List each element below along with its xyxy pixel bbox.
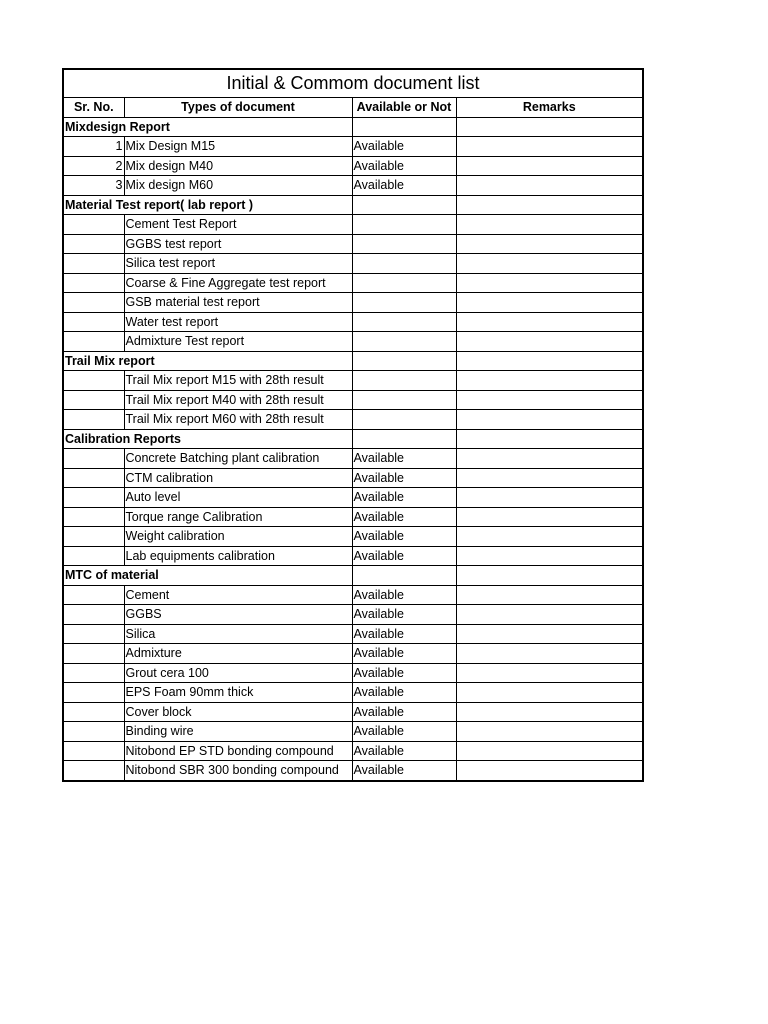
table-row — [63, 293, 643, 313]
remarks-cell — [456, 254, 643, 274]
document-type-cell: Mix design M60 — [124, 176, 352, 196]
remarks-cell — [456, 663, 643, 683]
availability-cell — [352, 371, 456, 391]
section-row — [63, 195, 643, 215]
document-type-cell: Auto level — [124, 488, 352, 508]
availability-cell: Available — [352, 722, 456, 742]
remarks-cell — [456, 507, 643, 527]
table-row — [63, 546, 643, 566]
sr-no-cell — [63, 585, 124, 605]
availability-cell: Available — [352, 176, 456, 196]
table-row — [63, 156, 643, 176]
document-type-cell: Admixture — [124, 644, 352, 664]
document-type-cell: Cement Test Report — [124, 215, 352, 235]
document-type-cell: GGBS test report — [124, 234, 352, 254]
remarks-cell — [456, 566, 643, 586]
sr-no-cell — [63, 449, 124, 469]
availability-cell: Available — [352, 663, 456, 683]
sr-no-cell — [63, 390, 124, 410]
availability-cell — [352, 566, 456, 586]
sr-no-cell — [63, 741, 124, 761]
sr-no-cell — [63, 624, 124, 644]
table-row — [63, 390, 643, 410]
document-type-cell: Coarse & Fine Aggregate test report — [124, 273, 352, 293]
table-row — [63, 410, 643, 430]
availability-cell — [352, 293, 456, 313]
remarks-cell — [456, 624, 643, 644]
table-row — [63, 761, 643, 781]
section-title: Trail Mix report — [63, 351, 352, 371]
availability-cell: Available — [352, 702, 456, 722]
remarks-cell — [456, 351, 643, 371]
section-row — [63, 429, 643, 449]
sr-no-cell — [63, 234, 124, 254]
document-type-cell: Grout cera 100 — [124, 663, 352, 683]
document-type-cell: Trail Mix report M40 with 28th result — [124, 390, 352, 410]
availability-cell: Available — [352, 546, 456, 566]
table-row — [63, 332, 643, 352]
header-row — [63, 98, 643, 118]
remarks-cell — [456, 332, 643, 352]
section-title: Mixdesign Report — [63, 117, 352, 137]
table-row — [63, 176, 643, 196]
table-row — [63, 254, 643, 274]
availability-cell — [352, 195, 456, 215]
remarks-cell — [456, 137, 643, 157]
document-type-cell: Silica — [124, 624, 352, 644]
availability-cell — [352, 332, 456, 352]
availability-cell: Available — [352, 507, 456, 527]
table-title: Initial & Commom document list — [63, 69, 643, 98]
availability-cell: Available — [352, 624, 456, 644]
document-type-cell: Torque range Calibration — [124, 507, 352, 527]
remarks-cell — [456, 371, 643, 391]
availability-cell: Available — [352, 585, 456, 605]
document-type-cell: Cover block — [124, 702, 352, 722]
document-type-cell: Silica test report — [124, 254, 352, 274]
availability-cell: Available — [352, 156, 456, 176]
remarks-cell — [456, 195, 643, 215]
availability-cell — [352, 390, 456, 410]
remarks-cell — [456, 273, 643, 293]
section-row — [63, 351, 643, 371]
document-type-cell: Water test report — [124, 312, 352, 332]
sr-no-cell — [63, 722, 124, 742]
table-row — [63, 644, 643, 664]
document-type-cell: CTM calibration — [124, 468, 352, 488]
availability-cell: Available — [352, 468, 456, 488]
availability-cell — [352, 312, 456, 332]
document-type-cell: GGBS — [124, 605, 352, 625]
sr-no-cell — [63, 371, 124, 391]
availability-cell — [352, 351, 456, 371]
remarks-cell — [456, 644, 643, 664]
sr-no-cell: 3 — [63, 176, 124, 196]
table-row — [63, 273, 643, 293]
remarks-cell — [456, 683, 643, 703]
header-sr-no: Sr. No. — [63, 98, 124, 118]
remarks-cell — [456, 605, 643, 625]
sr-no-cell — [63, 683, 124, 703]
sr-no-cell — [63, 605, 124, 625]
section-title: Material Test report( lab report ) — [63, 195, 352, 215]
availability-cell: Available — [352, 644, 456, 664]
title-row — [63, 69, 643, 98]
availability-cell: Available — [352, 488, 456, 508]
availability-cell: Available — [352, 137, 456, 157]
remarks-cell — [456, 449, 643, 469]
availability-cell — [352, 254, 456, 274]
remarks-cell — [456, 722, 643, 742]
availability-cell — [352, 234, 456, 254]
document-type-cell: Concrete Batching plant calibration — [124, 449, 352, 469]
section-title: Calibration Reports — [63, 429, 352, 449]
remarks-cell — [456, 585, 643, 605]
document-type-cell: Binding wire — [124, 722, 352, 742]
table-row — [63, 234, 643, 254]
sr-no-cell — [63, 761, 124, 781]
table-row — [63, 624, 643, 644]
sr-no-cell — [63, 663, 124, 683]
header-document-type: Types of document — [124, 98, 352, 118]
remarks-cell — [456, 468, 643, 488]
sr-no-cell — [63, 273, 124, 293]
table-row — [63, 683, 643, 703]
document-type-cell: Trail Mix report M15 with 28th result — [124, 371, 352, 391]
document-type-cell: Weight calibration — [124, 527, 352, 547]
availability-cell: Available — [352, 605, 456, 625]
table-row — [63, 215, 643, 235]
document-type-cell: Mix design M40 — [124, 156, 352, 176]
sr-no-cell — [63, 332, 124, 352]
remarks-cell — [456, 429, 643, 449]
document-type-cell: Nitobond EP STD bonding compound — [124, 741, 352, 761]
sr-no-cell — [63, 507, 124, 527]
availability-cell — [352, 410, 456, 430]
remarks-cell — [456, 176, 643, 196]
table-row — [63, 741, 643, 761]
table-row — [63, 371, 643, 391]
remarks-cell — [456, 410, 643, 430]
availability-cell: Available — [352, 449, 456, 469]
table-row — [63, 605, 643, 625]
document-type-cell: Cement — [124, 585, 352, 605]
remarks-cell — [456, 546, 643, 566]
remarks-cell — [456, 234, 643, 254]
section-row — [63, 117, 643, 137]
table-row — [63, 137, 643, 157]
table-row — [63, 663, 643, 683]
sr-no-cell — [63, 312, 124, 332]
document-type-cell: GSB material test report — [124, 293, 352, 313]
document-type-cell: Mix Design M15 — [124, 137, 352, 157]
availability-cell: Available — [352, 741, 456, 761]
availability-cell — [352, 117, 456, 137]
table-row — [63, 449, 643, 469]
remarks-cell — [456, 761, 643, 781]
remarks-cell — [456, 117, 643, 137]
document-type-cell: Admixture Test report — [124, 332, 352, 352]
sr-no-cell — [63, 468, 124, 488]
availability-cell: Available — [352, 683, 456, 703]
sr-no-cell — [63, 215, 124, 235]
table-row — [63, 702, 643, 722]
availability-cell — [352, 273, 456, 293]
section-row — [63, 566, 643, 586]
remarks-cell — [456, 390, 643, 410]
sr-no-cell — [63, 293, 124, 313]
sr-no-cell — [63, 254, 124, 274]
sr-no-cell — [63, 410, 124, 430]
section-title: MTC of material — [63, 566, 352, 586]
sr-no-cell — [63, 546, 124, 566]
sr-no-cell: 1 — [63, 137, 124, 157]
remarks-cell — [456, 488, 643, 508]
table-row — [63, 488, 643, 508]
header-remarks: Remarks — [456, 98, 643, 118]
table-row — [63, 468, 643, 488]
sr-no-cell — [63, 702, 124, 722]
availability-cell: Available — [352, 527, 456, 547]
remarks-cell — [456, 215, 643, 235]
remarks-cell — [456, 293, 643, 313]
document-type-cell: Lab equipments calibration — [124, 546, 352, 566]
document-type-cell: Nitobond SBR 300 bonding compound — [124, 761, 352, 781]
remarks-cell — [456, 527, 643, 547]
sr-no-cell — [63, 644, 124, 664]
availability-cell — [352, 215, 456, 235]
table-row — [63, 312, 643, 332]
sr-no-cell — [63, 488, 124, 508]
remarks-cell — [456, 741, 643, 761]
table-row — [63, 722, 643, 742]
sr-no-cell — [63, 527, 124, 547]
table-row — [63, 585, 643, 605]
document-type-cell: Trail Mix report M60 with 28th result — [124, 410, 352, 430]
table-row — [63, 527, 643, 547]
remarks-cell — [456, 312, 643, 332]
document-type-cell: EPS Foam 90mm thick — [124, 683, 352, 703]
header-availability: Available or Not — [352, 98, 456, 118]
availability-cell — [352, 429, 456, 449]
remarks-cell — [456, 156, 643, 176]
remarks-cell — [456, 702, 643, 722]
availability-cell: Available — [352, 761, 456, 781]
sr-no-cell: 2 — [63, 156, 124, 176]
table-row — [63, 507, 643, 527]
document-list-table — [62, 68, 644, 782]
